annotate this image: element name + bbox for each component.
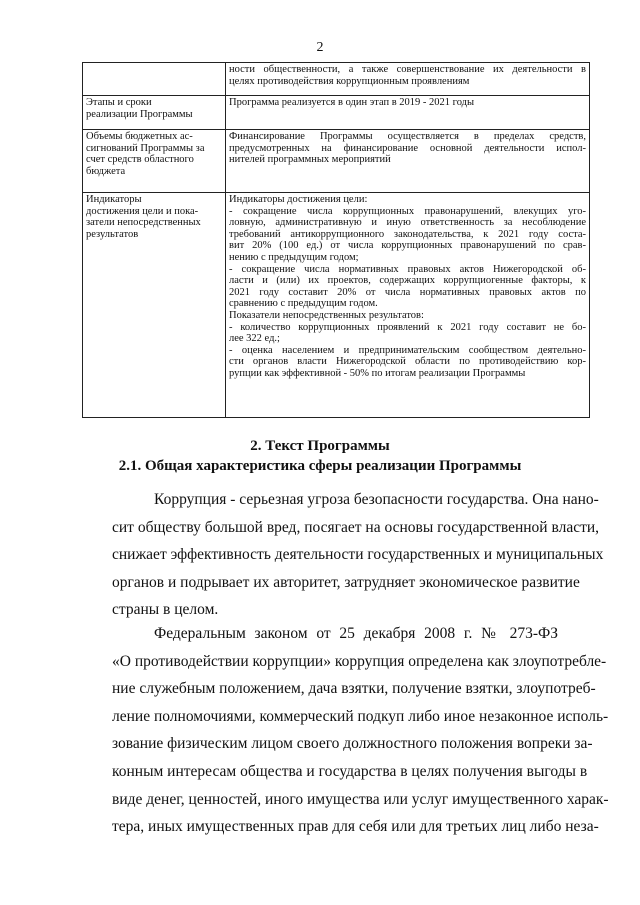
section-heading: 2. Текст Программы	[250, 438, 390, 454]
page-number: 2	[316, 40, 324, 55]
table-text-line: ности общественности, а также совершенствование их деятельности в	[229, 64, 586, 75]
paragraph-line: сит обществу большой вред, посягает на основы государственной власти,	[112, 518, 600, 536]
table-text-line: целях противодействия коррупционным проявлениям	[229, 75, 470, 87]
paragraph-line: страны в целом.	[112, 601, 219, 619]
table-text-line: сти органов власти Нижегородской области по противодействию кор-	[229, 356, 586, 368]
table-row	[83, 96, 590, 130]
paragraph-line: виде денег, ценностей, иного имущества или услуг имущественного харак-	[112, 790, 609, 808]
table-label-line: достижения цели и пока-	[86, 205, 199, 217]
table-label-line: реализации Программы	[86, 108, 193, 120]
table-cell-value	[226, 130, 590, 193]
table-text-line: нителей программных мероприятий	[229, 154, 391, 166]
table-label-line: Индикаторы	[86, 194, 142, 205]
table-cell-label	[83, 63, 226, 96]
table-row	[83, 193, 590, 418]
table-label-line: сигнований Программы за	[86, 142, 205, 154]
paragraph-line: Федеральным законом от 25 декабря 2008 г. № 273-ФЗ	[154, 625, 558, 642]
table-text-line: Финансирование Программы осуществляется в пределах средств,	[229, 131, 586, 142]
paragraph-line: конным интересам общества и государства в целях получения выгоды в	[112, 762, 588, 780]
table-cell-value	[226, 63, 590, 96]
paragraph-line: Коррупция - серьезная угроза безопасности государства. Она нано-	[154, 491, 599, 508]
table-text-line: нению с предыдущим годом;	[229, 251, 359, 263]
table-label-line: затели непосредственных	[86, 217, 201, 229]
table-label-line: результатов	[86, 228, 139, 240]
table-text-line: Индикаторы достижения цели:	[229, 194, 368, 205]
table-text-line: 2021 году составит 20% от числа нормативных правовых актов по	[229, 286, 586, 298]
paragraph-line: тера, иных имущественных прав для себя или для третьих лиц либо неза-	[112, 818, 599, 836]
table-cell-label	[83, 130, 226, 193]
table-text-line: - оценка населением и предпринимательским сообществом деятельно-	[229, 344, 586, 356]
table-row	[83, 63, 590, 96]
paragraph-line: ление полномочиями, коммерческий подкуп либо иное незаконное исполь-	[112, 707, 609, 725]
subsection-heading: 2.1. Общая характеристика сферы реализации Программы	[118, 458, 522, 474]
table-cell-value	[226, 193, 590, 418]
table-text-line: Программа реализуется в один этап в 2019 - 2021 годы	[229, 97, 475, 108]
table-text-line: лее 322 ед.;	[229, 333, 280, 345]
table-label-line: счет средств областного	[86, 154, 194, 166]
table-text-line: ловную, административную и иную ответственность за несоблюдение	[229, 217, 586, 229]
table-text-line: - сокращение числа нормативных правовых актов Нижегородской об-	[229, 263, 586, 275]
table-cell-label	[83, 193, 226, 418]
table-cell-value	[226, 96, 590, 130]
table-text-line: рупции как эффективной - 50% по итогам реализации Программы	[229, 367, 526, 379]
program-passport-table	[82, 62, 590, 418]
table-text-line: ласти и (или) их проектов, содержащих коррупциогенные факторы, к	[229, 275, 586, 287]
table-text-line: требований антикоррупционного законодательства, к 2021 году соста-	[229, 228, 586, 240]
paragraph-line: «О противодействии коррупции» коррупция определена как злоупотребле-	[112, 652, 607, 670]
table-text-line: вит 20% (100 ед.) от числа коррупционных правонарушений по срав-	[229, 240, 586, 252]
table-text-line: Показатели непосредственных результатов:	[229, 309, 424, 321]
table-label-line: Объемы бюджетных ас-	[86, 131, 193, 142]
table-label-line: Этапы и сроки	[86, 97, 152, 108]
paragraph-line: органов и подрывает их авторитет, затрудняет экономическое развитие	[112, 573, 580, 591]
table-cell-label	[83, 96, 226, 130]
table-row	[83, 130, 590, 193]
table-text-line: - количество коррупционных проявлений к 2021 году составит не бо-	[229, 321, 586, 333]
table-text-line: предусмотренных на финансирование основной деятельности испол-	[229, 142, 586, 154]
table-text-line: - сокращение числа коррупционных правонарушений, влекущих уго-	[229, 205, 586, 217]
paragraph-line: снижает эффективность деятельности государственных и муниципальных	[112, 546, 604, 564]
paragraph-corruption-threat	[112, 486, 604, 624]
paragraph-line: зование физическим лицом своего должностного положения вопреки за-	[112, 735, 593, 753]
paragraph-line: ние служебным положением, дача взятки, получение взятки, злоупотреб-	[112, 680, 596, 698]
paragraph-federal-law	[112, 620, 609, 841]
table-label-line: бюджета	[86, 165, 126, 177]
table-text-line: сравнению с предыдущим годом.	[229, 298, 378, 310]
